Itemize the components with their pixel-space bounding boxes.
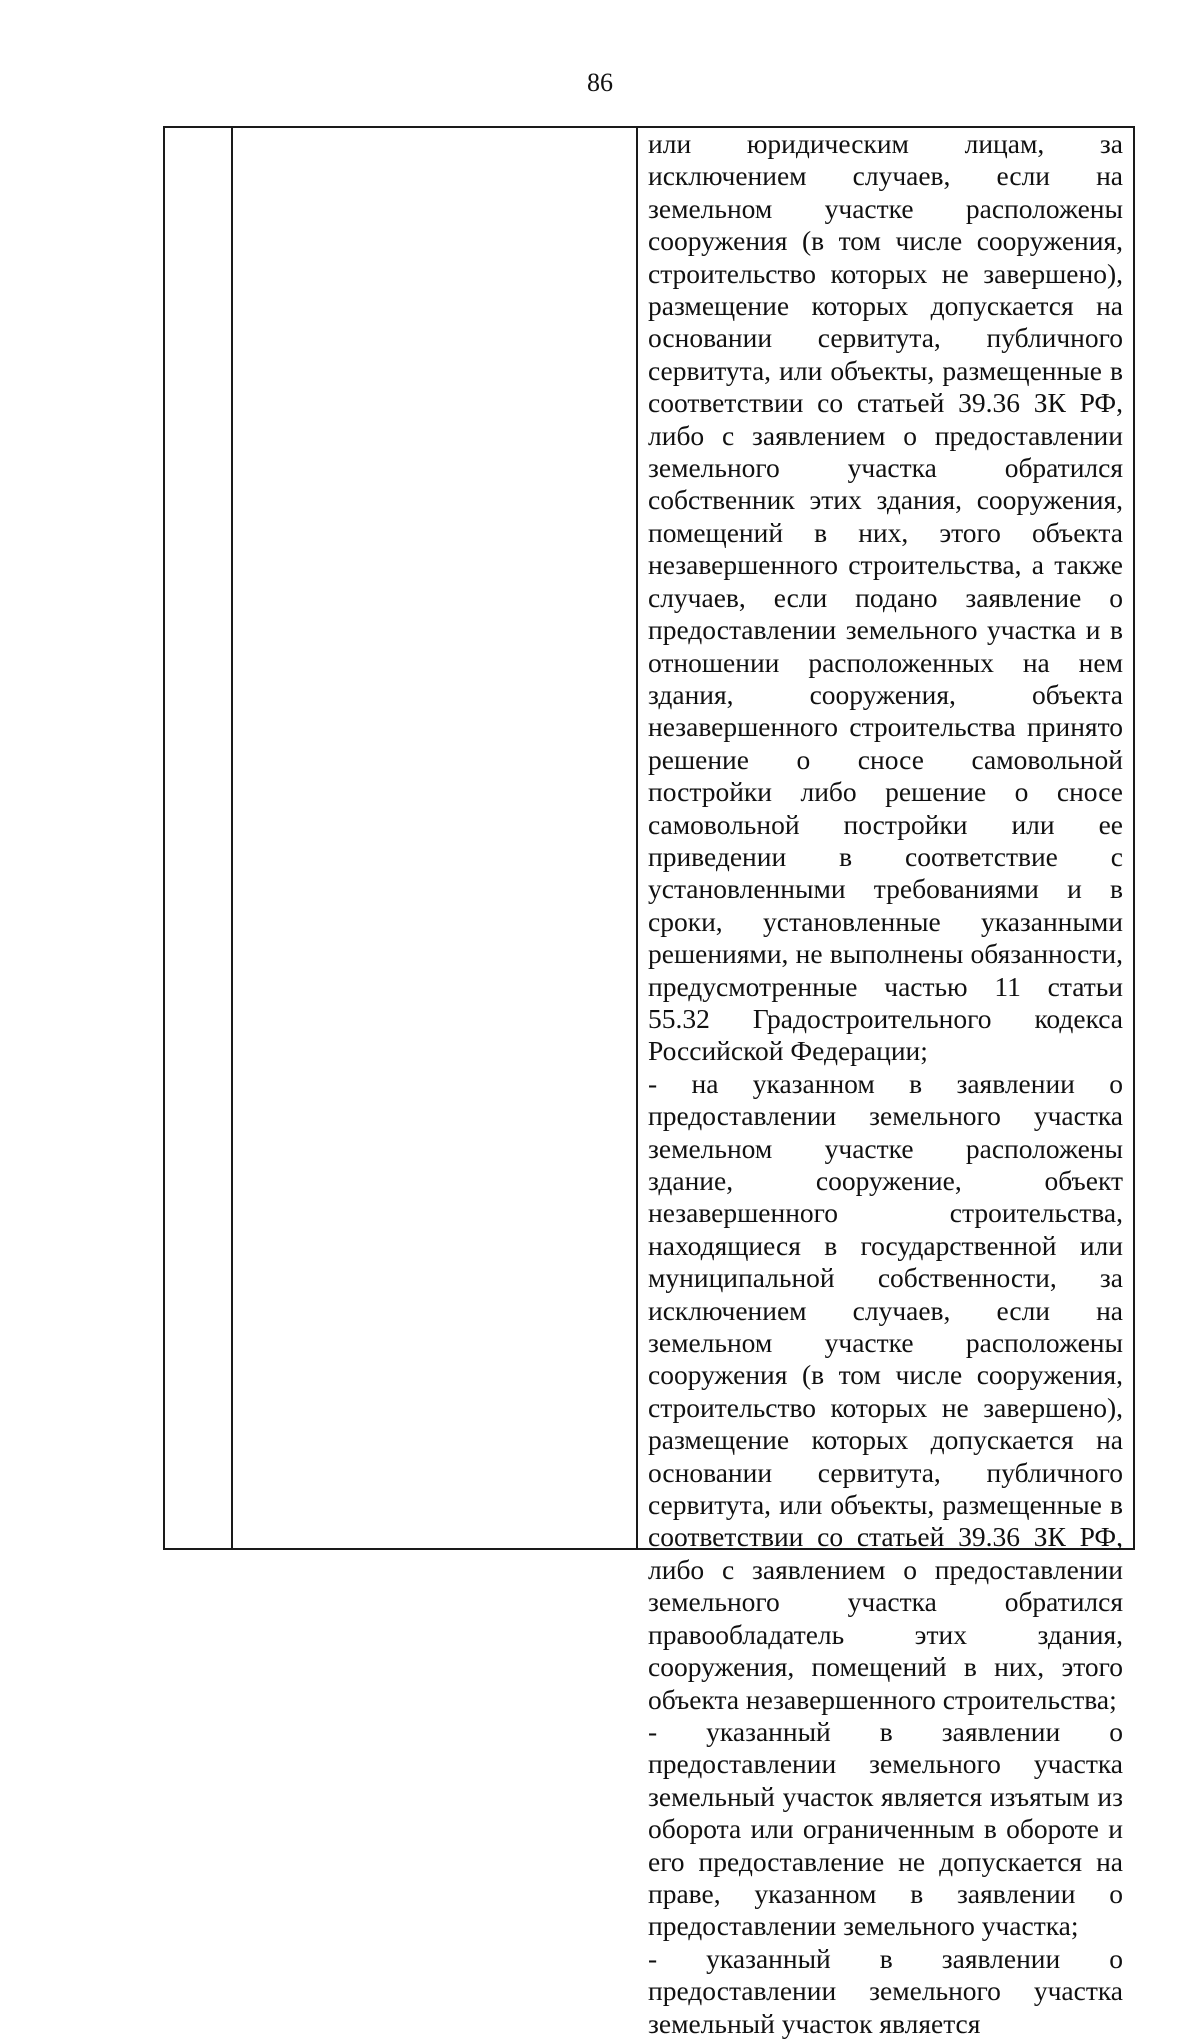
- document-table: [163, 126, 1135, 2039]
- text-paragraph: - указанный в заявлении о предоставлении земельного участка земельный участок является: [648, 1942, 1123, 2039]
- page-number: 86: [587, 68, 613, 97]
- table-column-text: [638, 128, 1133, 2039]
- table-column-number: [165, 128, 233, 1548]
- text-paragraph: - указанный в заявлении о предоставлении земельного участка земельный участок является изъятым из оборота или ограниченным в обороте и его предоставление не допускается на праве, указанном в заявлении о предоставлении земельного участка;: [648, 1715, 1123, 1942]
- text-paragraph: - на указанном в заявлении о предоставлении земельного участка земельном участке расположены здание, сооружение, объект незавершенного строительства, находящиеся в государственной или муниципальной собственности, за исключением случаев, если на земельном участке расположены сооружения (в том числе сооружения, строительство которых не завершено), размещение которых допускается на основании сервитута, публичного сервитута, или объекты, размещенные в соответствии со статьей 39.36 ЗК РФ, либо с заявлением о предоставлении земельного участка обратился правообладатель этих здания, сооружения, помещений в них, этого объекта незавершенного строительства;: [648, 1067, 1123, 1715]
- table-column-name: [233, 128, 638, 1548]
- text-paragraph: или юридическим лицам, за исключением случаев, если на земельном участке расположены сооружения (в том числе сооружения, строительство которых не завершено), размещение которых допускается на основании сервитута, публичного сервитута, или объекты, размещенные в соответствии со статьей 39.36 ЗК РФ, либо с заявлением о предоставлении земельного участка обратился собственник этих здания, сооружения, помещений в них, этого объекта незавершенного строительства, а также случаев, если подано заявление о предоставлении земельного участка и в отношении расположенных на нем здания, сооружения, объекта незавершенного строительства принято решение о сносе самовольной постройки либо решение о сносе самовольной постройки или ее приведении в соответствие с установленными требованиями и в сроки, установленные указанными решениями, не выполнены обязанности, предусмотренные частью 11 статьи 55.32 Градостроительного кодекса Российской Федерации;: [648, 128, 1123, 1067]
